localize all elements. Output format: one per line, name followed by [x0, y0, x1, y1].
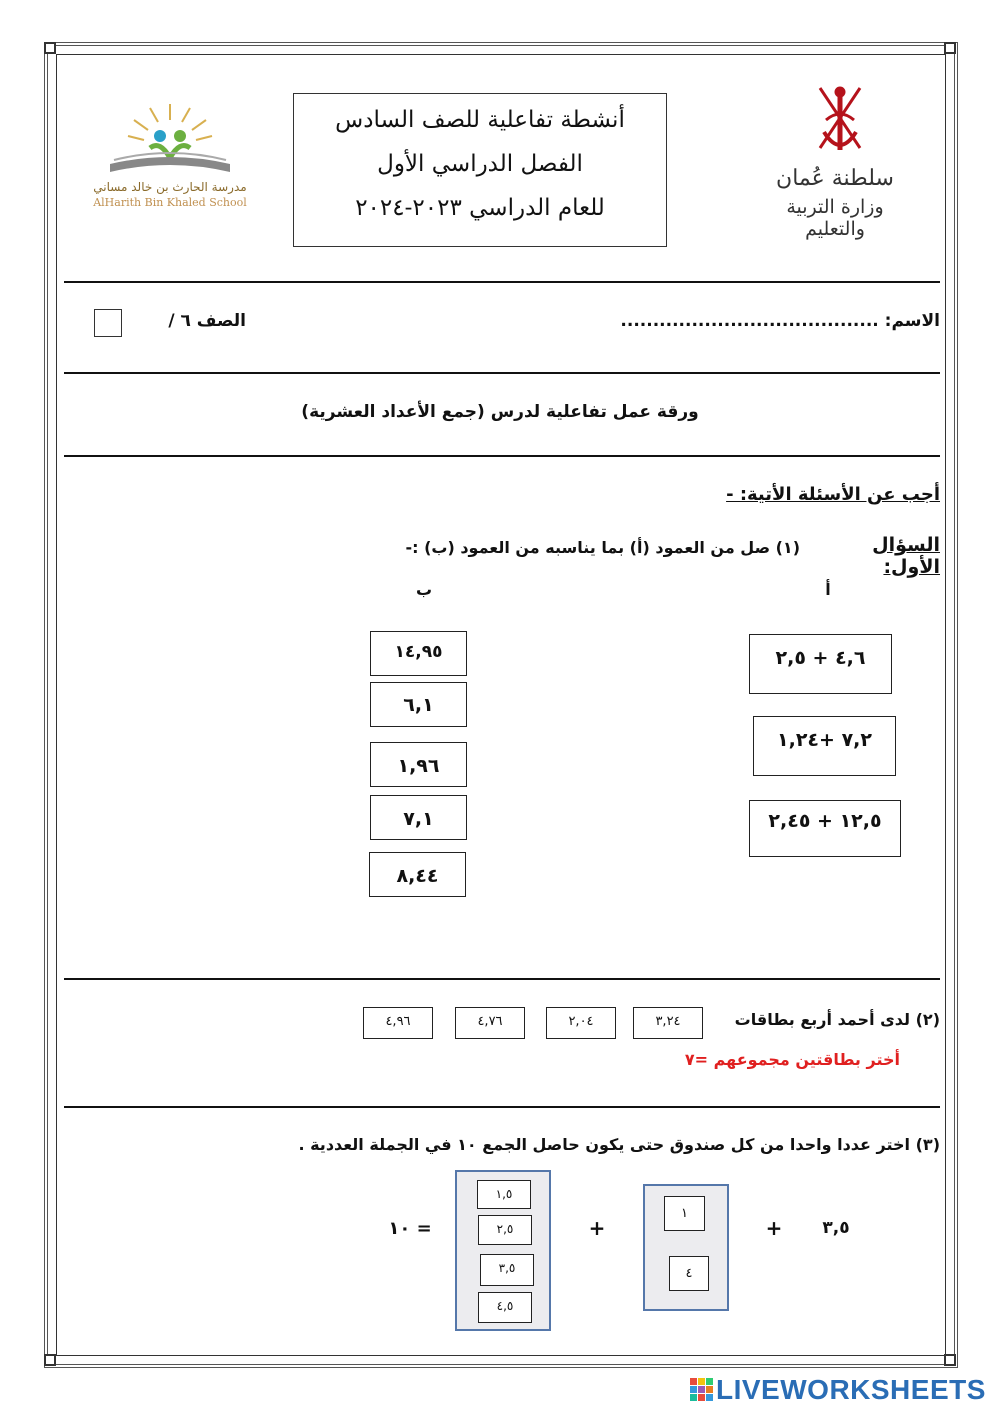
school-logo [80, 100, 260, 220]
divider [64, 281, 940, 283]
school-book-icon [80, 100, 260, 185]
ministry-logo [760, 78, 920, 238]
brand-text: LIVEWORKSHEETS [716, 1374, 986, 1405]
school-name-en: AlHarith Bin Khaled School [93, 196, 247, 209]
col-b-item[interactable]: ٧,١ [370, 795, 467, 840]
frame-corner [944, 1354, 956, 1366]
divider [64, 372, 940, 374]
q1-label: السؤال الأول: [872, 534, 940, 578]
col-a-item[interactable]: ٧,٢ +١,٢٤ [753, 716, 896, 776]
plus-sign: + [588, 1216, 606, 1240]
col-a-header: أ [825, 580, 831, 599]
frame-corner [944, 42, 956, 54]
student-name-label: الاسم: ........................................ [620, 311, 940, 331]
worksheet-header-box [293, 93, 667, 247]
page-frame-inner [56, 54, 946, 1356]
q3-box1-option[interactable]: ٤ [669, 1256, 709, 1291]
header-title-line2: الفصل الدراسي الأول [377, 151, 583, 177]
frame-corner [44, 42, 56, 54]
q2-card[interactable]: ٤,٩٦ [363, 1007, 433, 1039]
q3-box2-option[interactable]: ٤,٥ [478, 1292, 532, 1323]
col-b-item[interactable]: ٦,١ [370, 682, 467, 727]
col-a-item[interactable]: ٤,٦ + ٢,٥ [749, 634, 892, 694]
plus-sign: + [765, 1216, 783, 1240]
class-input-box[interactable] [94, 309, 122, 337]
q3-box2-option[interactable]: ٢,٥ [478, 1215, 532, 1245]
q2-prompt: أختر بطاقتين مجموعهم =٧ [684, 1050, 900, 1069]
oman-emblem-icon [760, 78, 920, 168]
q3-box2-option[interactable]: ١,٥ [477, 1180, 531, 1209]
worksheet-title: ورقة عمل تفاعلية لدرس (جمع الأعداد العشرية) [301, 402, 699, 422]
divider [64, 1106, 940, 1108]
liveworksheets-grid-icon [690, 1378, 714, 1402]
q2-card[interactable]: ٤,٧٦ [455, 1007, 525, 1039]
q2-text: (٢) لدى أحمد أربع بطاقات [734, 1010, 940, 1029]
class-label: الصف ٦ / [168, 311, 246, 331]
q3-first-addend: ٣,٥ [822, 1218, 850, 1238]
instructions: أجب عن الأسئلة الأتية: - [726, 484, 940, 505]
ministry-name-line1: سلطنة عُمان [776, 166, 894, 191]
q3-text: (٣) اختر عددا واحدا من كل صندوق حتى يكون حاصل الجمع ١٠ في الجملة العددية . [298, 1135, 940, 1154]
col-b-header: ب [415, 580, 433, 599]
q3-result: = ١٠ [388, 1218, 432, 1239]
header-title-line1: أنشطة تفاعلية للصف السادس [335, 107, 625, 133]
frame-corner [44, 1354, 56, 1366]
col-b-item[interactable]: ١٤,٩٥ [370, 631, 467, 676]
ministry-name-line2: وزارة التربية والتعليم [786, 196, 884, 240]
divider [64, 455, 940, 457]
col-b-item[interactable]: ٨,٤٤ [369, 852, 466, 897]
divider [64, 978, 940, 980]
q1-text: (١) صل من العمود (أ) بما يناسبه من العمود (ب) :- [405, 538, 800, 557]
q3-box1-option[interactable]: ١ [664, 1196, 705, 1231]
col-a-item[interactable]: ١٢,٥ + ٢,٤٥ [749, 800, 901, 857]
header-title-line3: للعام الدراسي ٢٠٢٣-٢٠٢٤ [355, 195, 605, 221]
q3-box2-option[interactable]: ٣,٥ [480, 1254, 534, 1286]
q2-card[interactable]: ٣,٢٤ [633, 1007, 703, 1039]
liveworksheets-logo [690, 1374, 990, 1408]
school-name-ar: مدرسة الحارث بن خالد مساني [93, 180, 247, 194]
col-b-item[interactable]: ١,٩٦ [370, 742, 467, 787]
q2-card[interactable]: ٢,٠٤ [546, 1007, 616, 1039]
